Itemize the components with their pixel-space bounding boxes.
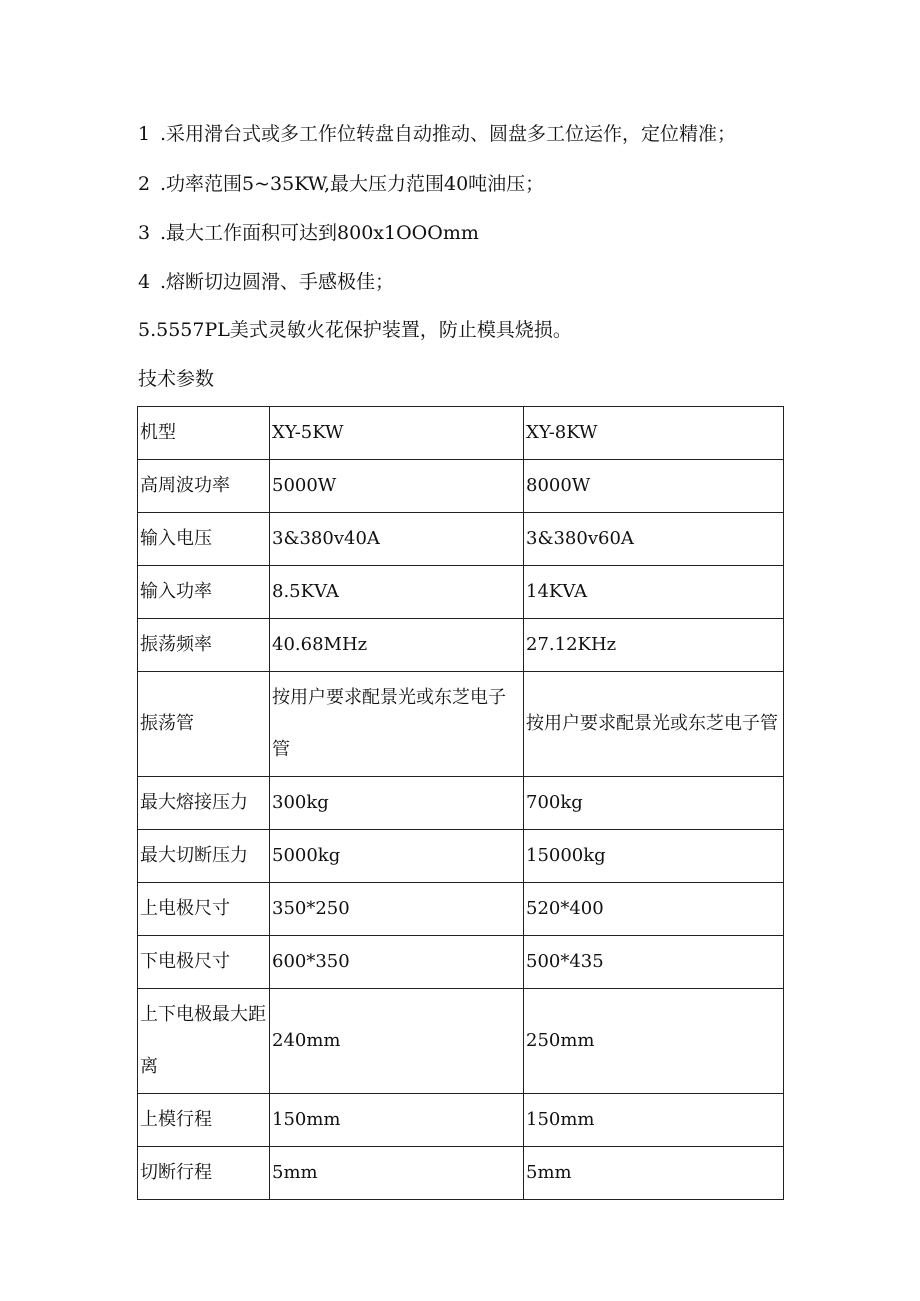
feature-item-5 [138,318,572,342]
row-label: 机型 [138,407,270,460]
row-label: 上模行程 [138,1094,270,1147]
row-value-xy8kw: 按用户要求配景光或东芝电子管 [524,672,784,777]
row-value-xy5kw: 5000kg [270,830,524,883]
table-row [138,513,784,566]
feature-text: .熔断切边圆滑、手感极佳； [160,271,395,293]
row-label: 高周波功率 [138,460,270,513]
row-label: 上下电极最大距离 [138,989,270,1094]
row-value-xy5kw: 3&380v40A [270,513,524,566]
row-value-xy5kw: 5000W [270,460,524,513]
row-label: 振荡频率 [138,619,270,672]
feature-number: 3 [138,222,151,244]
feature-number: 1 [138,123,151,145]
table-row [138,883,784,936]
table-row [138,1147,784,1200]
row-value-xy8kw: 15000kg [524,830,784,883]
row-label: 最大熔接压力 [138,777,270,830]
feature-item-2 [138,172,544,196]
row-label: 输入电压 [138,513,270,566]
table-row [138,407,784,460]
table-row [138,1094,784,1147]
row-label: 切断行程 [138,1147,270,1200]
row-value-xy8kw: 27.12KHz [524,619,784,672]
row-value-xy5kw: 150mm [270,1094,524,1147]
feature-text: 5.5557PL美式灵敏火花保护装置，防止模具烧损。 [138,319,572,341]
row-value-xy5kw: 300kg [270,777,524,830]
feature-text: .功率范围5~35KW,最大压力范围40吨油压； [160,173,545,195]
row-label: 上电极尺寸 [138,883,270,936]
table-row [138,830,784,883]
row-value-xy8kw: 150mm [524,1094,784,1147]
row-label: 最大切断压力 [138,830,270,883]
table-row [138,619,784,672]
row-label: 振荡管 [138,672,270,777]
feature-item-3 [138,221,479,245]
row-value-xy5kw: 600*350 [270,936,524,989]
row-value-xy8kw: 8000W [524,460,784,513]
table-row [138,460,784,513]
feature-number: 2 [138,173,151,195]
row-value-xy5kw: XY-5KW [270,407,524,460]
row-value-xy8kw: 250mm [524,989,784,1094]
table-row [138,566,784,619]
row-value-xy5kw: 40.68MHz [270,619,524,672]
spec-table [137,406,784,1200]
row-value-xy5kw: 5mm [270,1147,524,1200]
table-row [138,936,784,989]
row-value-xy8kw: 3&380v60A [524,513,784,566]
row-label: 下电极尺寸 [138,936,270,989]
table-row [138,989,784,1094]
row-value-xy8kw: 520*400 [524,883,784,936]
feature-number: 4 [138,271,151,293]
row-value-xy8kw: 14KVA [524,566,784,619]
row-value-xy8kw: XY-8KW [524,407,784,460]
feature-item-1 [138,122,736,146]
row-label: 输入功率 [138,566,270,619]
feature-text: .最大工作面积可达到800x1OOOmm [160,222,479,244]
table-row [138,672,784,777]
row-value-xy5kw: 按用户要求配景光或东芝电子管 [270,672,524,777]
row-value-xy5kw: 240mm [270,989,524,1094]
row-value-xy5kw: 350*250 [270,883,524,936]
table-row [138,777,784,830]
row-value-xy8kw: 5mm [524,1147,784,1200]
section-title: 技术参数 [138,368,215,390]
row-value-xy8kw: 700kg [524,777,784,830]
feature-item-4 [138,270,394,294]
feature-text: .采用滑台式或多工作位转盘自动推动、圆盘多工位运作，定位精准； [160,123,737,145]
row-value-xy8kw: 500*435 [524,936,784,989]
row-value-xy5kw: 8.5KVA [270,566,524,619]
